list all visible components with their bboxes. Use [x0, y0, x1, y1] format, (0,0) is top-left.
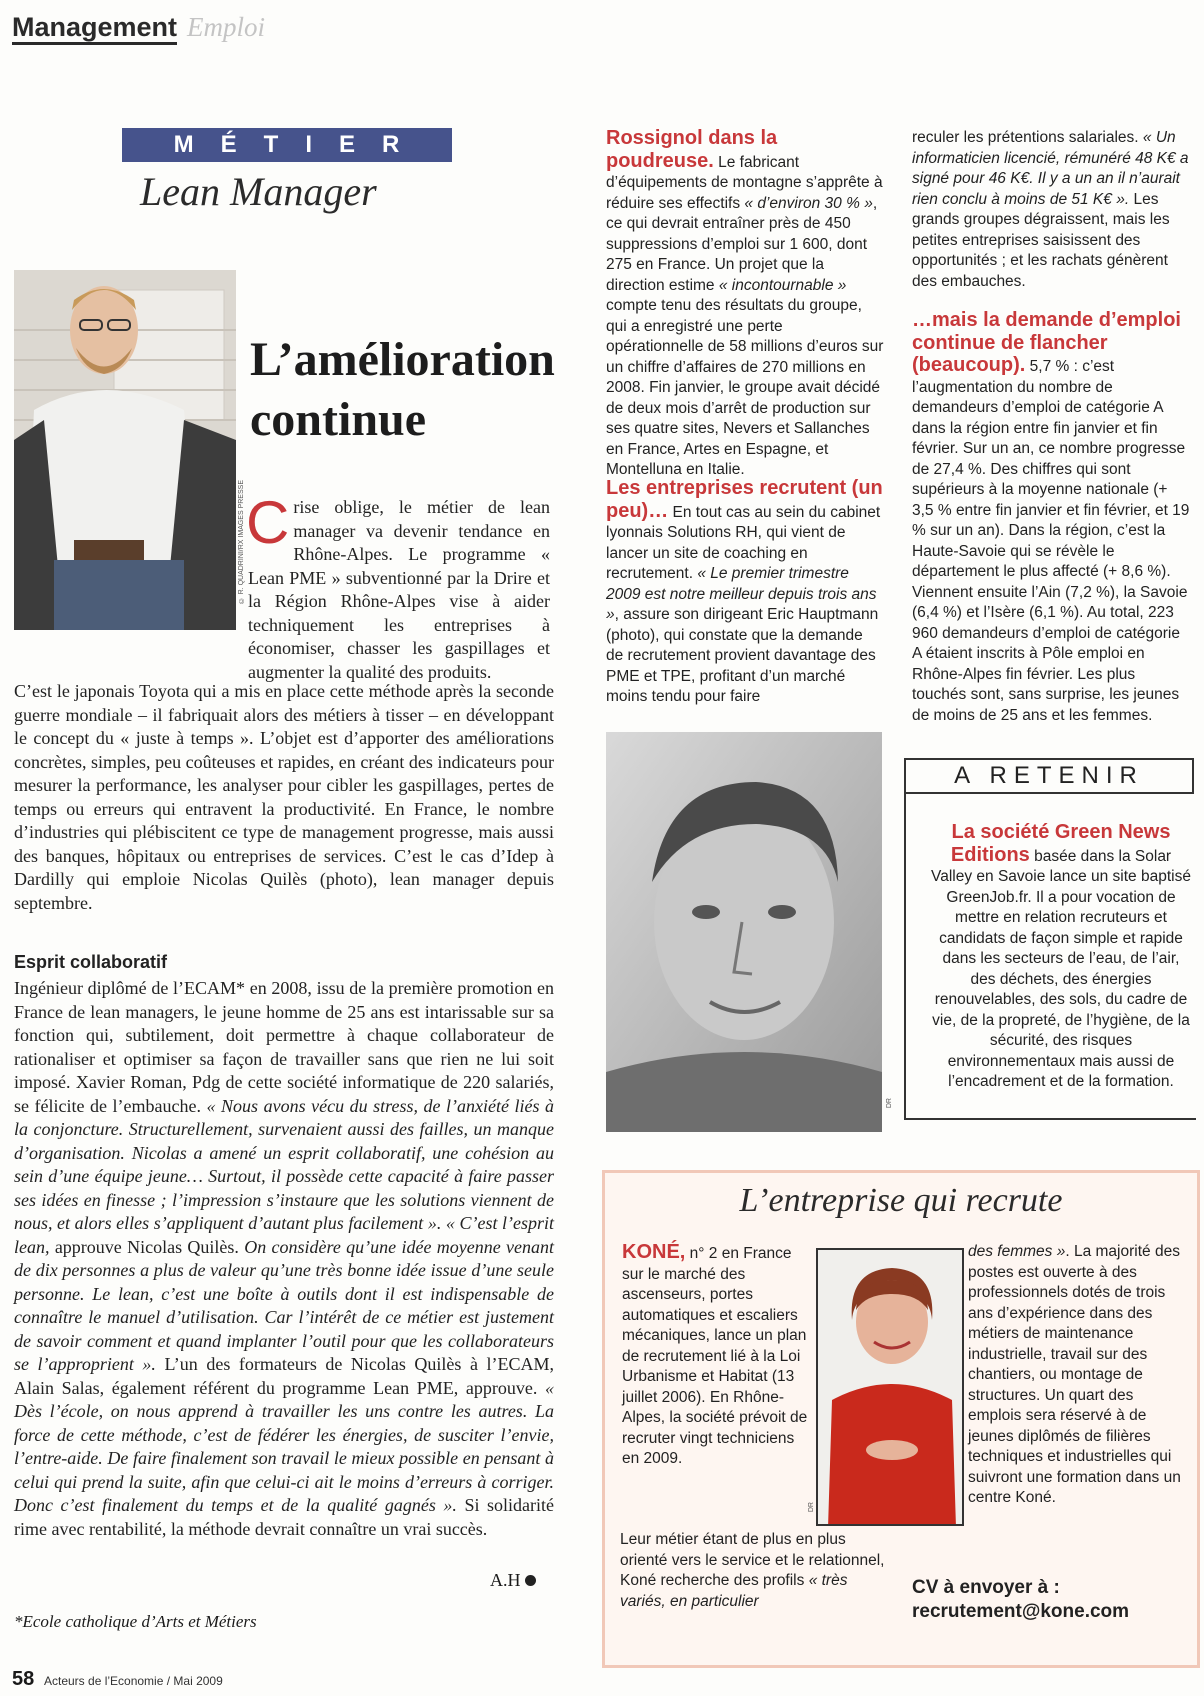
page-header: [12, 12, 712, 52]
news-demande-head: …mais la demande d’emploi continue de flancher (beaucoup).: [912, 309, 1181, 376]
cv-email[interactable]: recrutement@kone.com: [912, 1601, 1130, 1622]
p3-quote-f: « Dès l’école, on nous apprend à travailler les uns contre les autres. La force de cette méthode, c’est de fédérer les énergies, de susciter l’envie, l’entre-aide. De faire finalement son travail le mieux possible en pensant à celui qui prend la suite, afin que celui-ci ait le moins d’erreurs à corriger. Donc c’est finalement du temps et de la qualité gagnés ».: [14, 1377, 554, 1515]
recruit-cv: [912, 1576, 1192, 1624]
retenir-body: basée dans la Solar Valley en Savoie lance un site baptisé GreenJob.fr. Il a pour vocation de mettre en relation recruteurs et candidats de façon simple et rapide dans les secteurs de l’eau, de l’air, des déchets, des énergies renouvelables, des sols, du cadre de vie, de la propreté, de l’hygiène, de la sécurité, des risques environnementaux mais aussi de l’encadrement et de la formation.: [931, 847, 1191, 1090]
recruit-col-2-quote: « très variés, en particulier: [620, 1572, 848, 1610]
recruit-col-2-text: Leur métier étant de plus en plus orienté vers le service et le relationnel, Koné recherche des profils: [620, 1531, 885, 1589]
p3-text-g: Si solidarité rime avec rentabilité, la méthode devrait connaître un vrai succès.: [14, 1495, 554, 1539]
photo2-credit: DR: [886, 1098, 893, 1109]
recruit-col-2: [620, 1530, 890, 1612]
dropcap: C: [246, 489, 290, 556]
headline-line-1: L’amélioration: [250, 333, 555, 386]
retenir-title: A RETENIR: [904, 758, 1194, 794]
photo-eric-hauptmann: [606, 732, 882, 1132]
cv-label: CV à envoyer à :: [912, 1577, 1060, 1598]
retenir-head: La société Green News Editions: [950, 821, 1171, 866]
news-rossignol-head: Rossignol dans la poudreuse.: [606, 127, 778, 172]
recruit-title: L’entreprise qui recrute: [739, 1182, 1063, 1219]
photo-nicolas-quiles: [14, 270, 236, 630]
end-dot-icon: [525, 1575, 536, 1586]
news-rossignol: [606, 128, 884, 481]
news-recrutent-quote: « Le premier trimestre 2009 est notre meilleur depuis trois ans »: [606, 565, 877, 623]
portrait-illustration-3: [818, 1250, 964, 1526]
recruit-col-1-text: n° 2 en France sur le marché des ascenseurs, portes automatiques et escaliers mécaniques, lance un plan de recrutement lié à la Loi Urbanisme et Habitat (13 juillet 2006). En Rhône-Alpes, la société prévoit de recruter vingt techniciens en 2009.: [622, 1245, 808, 1467]
p3-quote-b: « Nous avons vécu du stress, de l’anxiété liés à la conjoncture. Structurellement, survenaient aussi des failles, un manque d’organisation. Nicolas a amené un esprit collaboratif, une cohésion au sein d’une équipe jeune… Surtout, il possède cette capacité à faire passer ses idées en finesse ; l’impression s’instaure que les solutions viennent de nous, et alors elles s’appliquent d’autant plus facilement ». « C’est l’esprit lean,: [14, 1095, 555, 1257]
recruit-col-1: [622, 1242, 810, 1470]
article-subheading: Esprit collaboratif: [14, 952, 168, 972]
retenir-text: [930, 822, 1192, 1093]
news-rossignol-quote-2: « incontournable »: [718, 276, 847, 294]
page-number: 58: [12, 1668, 35, 1690]
p3-quote-d: On considère qu’une idée moyenne venant de dix personnes a plus de valeur qu’une très bonne idée issue d’une seule personne. Le lean, c’est une boîte à outils dont il est indispensable de connaître le manuel d’utilisation. Car l’intérêt de ce métier est justement de savoir comment et quand implanter l’outil pour que les collaborateurs se l’approprient ».: [14, 1236, 555, 1374]
news-rossignol-text-b: , ce qui devrait entraîner près de 450 suppressions d’emploi sur 1 600, dont 275 en France. Un projet que la direction estime: [606, 194, 878, 294]
footnote: *Ecole catholique d’Arts et Métiers: [14, 1612, 257, 1631]
news-recrutent-continued: [912, 128, 1190, 292]
subsection-title: Emploi: [187, 12, 266, 42]
magazine-issue: Acteurs de l’Economie / Mai 2009: [44, 1674, 223, 1688]
recruit-head: KONÉ,: [622, 1241, 686, 1263]
news-cont-text-a: reculer les prétentions salariales.: [912, 129, 1143, 146]
p3-text-e: L’un des formateurs de Nicolas Quilès à l’ECAM, Alain Salas, également référent du programme Lean PME, approuve.: [14, 1354, 554, 1398]
author-signature: [490, 1570, 536, 1591]
news-cont-quote: « Un informaticien licencié, rémunéré 48 K€ a signé pour 46 K€. Il y a un an il n’aurait rien conclu à moins de 51 K€ ».: [912, 129, 1189, 208]
news-rossignol-quote: « d’environ 30 % »: [744, 194, 873, 212]
recruit-col-3-quote: des femmes »: [968, 1243, 1066, 1260]
photo-kone-recruiter: [816, 1248, 964, 1526]
news-recrutent-text-a: En tout cas au sein du cabinet lyonnais Solutions RH, qui vient de lancer un site de coaching en recrutement.: [606, 503, 881, 582]
news-rossignol-text-c: compte tenu des résultats du groupe, qui a enregistré une perte opérationnelle de 58 millions d’euros sur un chiffre d’affaires de 270 millions en 2008. Fin janvier, le groupe avait décidé de deux mois d’arrêt de production sur ses quatre sites, Nevers et Sallanches en France, Artes en Espagne, et Montelluna en Italie.: [606, 297, 884, 478]
article-headline: [250, 330, 570, 450]
news-recrutent-head: Les entreprises recrutent (un peu)…: [606, 477, 883, 522]
portrait-illustration: [14, 270, 236, 630]
metier-role: Lean Manager: [140, 169, 377, 214]
metier-banner: MÉTIER: [122, 128, 452, 162]
article-intro: [246, 489, 550, 684]
portrait-illustration-2: [606, 732, 882, 1132]
p3-text-c: approuve Nicolas Quilès.: [49, 1236, 245, 1257]
recruit-col-3: [968, 1242, 1190, 1509]
news-demande-text: 5,7 % : c’est l’augmentation du nombre de demandeurs d’emploi de catégorie A dans la région entre fin janvier et fin février. Sur un an, ce nombre progresse de 27,4 %. Des chiffres qui sont supérieurs à la moyenne nationale (+ 3,5 % entre fin janvier et fin février, et 19 % sur un an). Dans la région, c’est la Haute-Savoie qui se révèle le département le plus affecté (+ 8,6 %). Viennent ensuite l’Ain (7,2 %), la Savoie (6,4 %) et l’Isère (6,1 %). Au total, 223 960 demandeurs d’emploi de catégorie A étaient inscrits à Pôle emploi en Rhône-Alpes fin février. Les plus touchés sont, sans surprise, les jeunes de moins de 25 ans et les femmes.: [912, 358, 1190, 724]
headline-line-2: continue: [250, 393, 427, 446]
recruit-col-3-text: . La majorité des postes est ouverte à des professionnels dotés de trois ans d’expérience dans des métiers de maintenance industrielle, travail sur des chantiers, ou montage de structures. Un quart des emplois sera réservé à de jeunes diplômés de filières techniques et industrielles qui suivront une formation dans un centre Koné.: [968, 1243, 1181, 1506]
section-title: Management: [12, 12, 177, 45]
news-rossignol-text-a: Le fabricant d’équipements de montagne s’apprête à réduire ses effectifs: [606, 153, 883, 212]
article-paragraph-3: [14, 977, 554, 1541]
news-cont-text-b: Les grands groupes dégraissent, mais les petites entreprises saisissent des opportunités ; et les rachats génèrent des embauches.: [912, 190, 1170, 290]
news-recrutent-text-b: , assure son dirigeant Eric Hauptmann (photo), qui constate que la demande de recrutement provient davantage des PME et TPE, profitant d’un marché moins tendu pour faire: [606, 606, 879, 705]
p3-text-a: Ingénieur diplômé de l’ECAM* en 2008, issu de la première promotion en France de lean managers, le jeune homme de 25 ans est intarissable sur sa fonction qui, subtilement, doit permettre à chaque collaborateur de rationaliser et optimiser sa façon de travailler sans que rien ne lui soit imposé. Xavier Roman, Pdg de cette société informatique de 220 salariés, se félicite de l’embauche.: [14, 978, 554, 1116]
signature-text: A.H: [490, 1570, 521, 1590]
news-demande-emploi: [912, 310, 1190, 726]
news-recrutent: [606, 478, 884, 708]
photo1-credit: © R. QUADRINI/RX IMAGES PRESSE: [238, 480, 245, 604]
intro-text: rise oblige, le métier de lean manager va devenir tendance en Rhône-Alpes. Le programme « Lean PME » subventionné par la Drire et la Région Rhône-Alpes vise à aider techniquement les entreprises à économiser, chasser les gaspillages et augmenter la qualité des produits.: [248, 497, 550, 682]
photo3-credit: DR: [808, 1502, 815, 1513]
article-paragraph-2: C’est le japonais Toyota qui a mis en place cette méthode après la seconde guerre mondiale – il fabriquait alors des métiers à tisser – en développant le concept du « juste à temps ». L’objet est d’apporter des améliorations concrètes, simples, peu coûteuses et rapides, en créant des indicateurs pour mesurer la performance, les analyser pour cibler les gaspillages, pertes de temps ou erreurs qui entravent la productivité. En France, le nombre d’industries qui plébiscitent ce type de management progresse, mais aussi des banques, hôpitaux ou entreprises de services. C’est le cas d’Idep à Dardilly qui emploie Nicolas Quilès (photo), lean manager depuis septembre.: [14, 681, 554, 913]
